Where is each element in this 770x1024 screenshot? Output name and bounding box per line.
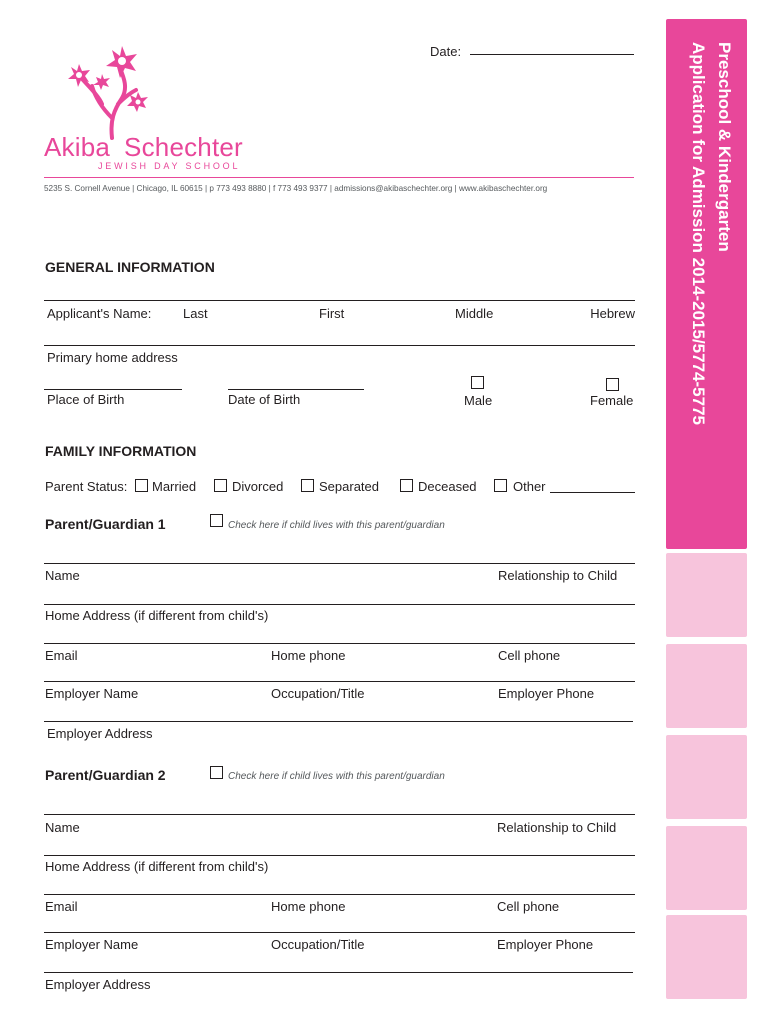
guardian2-home-address-field[interactable] xyxy=(44,855,635,856)
logo-wordmark xyxy=(44,132,243,163)
side-title-line2: Application for Admission 2014-2015/5774-5775 xyxy=(689,42,708,425)
guardian1-occupation-label: Occupation/Title xyxy=(271,686,365,701)
guardian2-employer-name-label: Employer Name xyxy=(45,937,139,952)
family-heading: FAMILY INFORMATION xyxy=(45,443,197,459)
date-field[interactable] xyxy=(470,54,634,55)
first-name-label: First xyxy=(319,306,345,321)
primary-address-field[interactable] xyxy=(44,345,635,346)
female-label: Female xyxy=(590,393,634,408)
middle-name-label: Middle xyxy=(455,306,494,321)
guardian1-employer-name-label: Employer Name xyxy=(45,686,139,701)
guardian1-home-phone-label: Home phone xyxy=(271,648,346,663)
side-title xyxy=(677,42,737,522)
guardian1-email-label: Email xyxy=(45,648,78,663)
guardian2-employer-phone-label: Employer Phone xyxy=(497,937,594,952)
guardian1-employer-phone-label: Employer Phone xyxy=(498,686,595,701)
guardian1-employer-address-field[interactable] xyxy=(44,721,633,722)
flower-logo-icon xyxy=(62,40,162,140)
guardian2-contact-field[interactable] xyxy=(44,894,635,895)
guardian2-home-address-label: Home Address (if different from child's) xyxy=(45,859,269,874)
guardian1-home-address-field[interactable] xyxy=(44,604,635,605)
guardian2-heading: Parent/Guardian 2 xyxy=(45,767,166,783)
guardian2-name-field[interactable] xyxy=(44,814,635,815)
guardian2-occupation-label: Occupation/Title xyxy=(271,937,365,952)
guardian1-lives-note: Check here if child lives with this parent/guardian xyxy=(228,520,445,531)
last-name-label: Last xyxy=(183,306,208,321)
applicant-name-label: Applicant's Name: xyxy=(47,306,152,321)
other-label: Other xyxy=(513,479,546,494)
guardian1-employer-field[interactable] xyxy=(44,681,635,682)
side-tab-6 xyxy=(666,915,747,999)
guardian2-employer-address-label: Employer Address xyxy=(45,977,151,992)
general-heading: GENERAL INFORMATION xyxy=(45,259,215,275)
other-checkbox[interactable] xyxy=(494,479,507,492)
guardian1-home-address-label: Home Address (if different from child's) xyxy=(45,608,269,623)
guardian2-name-label: Name xyxy=(45,820,80,835)
male-label: Male xyxy=(464,393,493,408)
divorced-label: Divorced xyxy=(232,479,284,494)
date-of-birth-field[interactable] xyxy=(228,389,364,390)
guardian2-relationship-label: Relationship to Child xyxy=(497,820,617,835)
guardian2-cell-phone-label: Cell phone xyxy=(497,899,560,914)
place-of-birth-field[interactable] xyxy=(44,389,182,390)
logo-name-2: Schechter xyxy=(124,132,243,162)
side-tab-4 xyxy=(666,735,747,819)
deceased-label: Deceased xyxy=(418,479,477,494)
guardian1-employer-address-label: Employer Address xyxy=(47,726,153,741)
parent-status-label: Parent Status: xyxy=(45,479,128,494)
female-checkbox[interactable] xyxy=(606,378,619,391)
place-of-birth-label: Place of Birth xyxy=(47,392,125,407)
guardian1-name-field[interactable] xyxy=(44,563,635,564)
primary-address-label: Primary home address xyxy=(47,350,178,365)
guardian1-name-label: Name xyxy=(45,568,80,583)
date-label: Date: xyxy=(430,44,462,59)
side-title-line1: Preschool & Kindergarten xyxy=(715,42,734,252)
hebrew-name-label: Hebrew xyxy=(590,306,635,321)
side-tab-3 xyxy=(666,644,747,728)
guardian1-lives-checkbox[interactable] xyxy=(210,514,223,527)
separated-checkbox[interactable] xyxy=(301,479,314,492)
date-of-birth-label: Date of Birth xyxy=(228,392,301,407)
contact-info: 5235 S. Cornell Avenue | Chicago, IL 60615 | p 773 493 8880 | f 773 493 9377 | admissions@akibaschechter.org | www.akibaschechter.org xyxy=(44,184,548,193)
married-label: Married xyxy=(152,479,197,494)
guardian1-contact-field[interactable] xyxy=(44,643,635,644)
applicant-name-field[interactable] xyxy=(44,300,635,301)
guardian2-employer-field[interactable] xyxy=(44,932,635,933)
divorced-checkbox[interactable] xyxy=(214,479,227,492)
guardian2-home-phone-label: Home phone xyxy=(271,899,346,914)
header-divider xyxy=(44,177,634,178)
guardian2-lives-checkbox[interactable] xyxy=(210,766,223,779)
logo-name-1: Akiba xyxy=(44,132,111,162)
logo-subtitle: JEWISH DAY SCHOOL xyxy=(98,161,241,171)
guardian1-relationship-label: Relationship to Child xyxy=(498,568,618,583)
guardian1-cell-phone-label: Cell phone xyxy=(498,648,561,663)
married-checkbox[interactable] xyxy=(135,479,148,492)
guardian1-heading: Parent/Guardian 1 xyxy=(45,516,166,532)
side-tab-2 xyxy=(666,553,747,637)
guardian2-employer-address-field[interactable] xyxy=(44,972,633,973)
deceased-checkbox[interactable] xyxy=(400,479,413,492)
separated-label: Separated xyxy=(319,479,379,494)
male-checkbox[interactable] xyxy=(471,376,484,389)
guardian2-email-label: Email xyxy=(45,899,78,914)
side-tab-5 xyxy=(666,826,747,910)
guardian2-lives-note: Check here if child lives with this parent/guardian xyxy=(228,771,445,782)
other-status-field[interactable] xyxy=(550,492,635,493)
